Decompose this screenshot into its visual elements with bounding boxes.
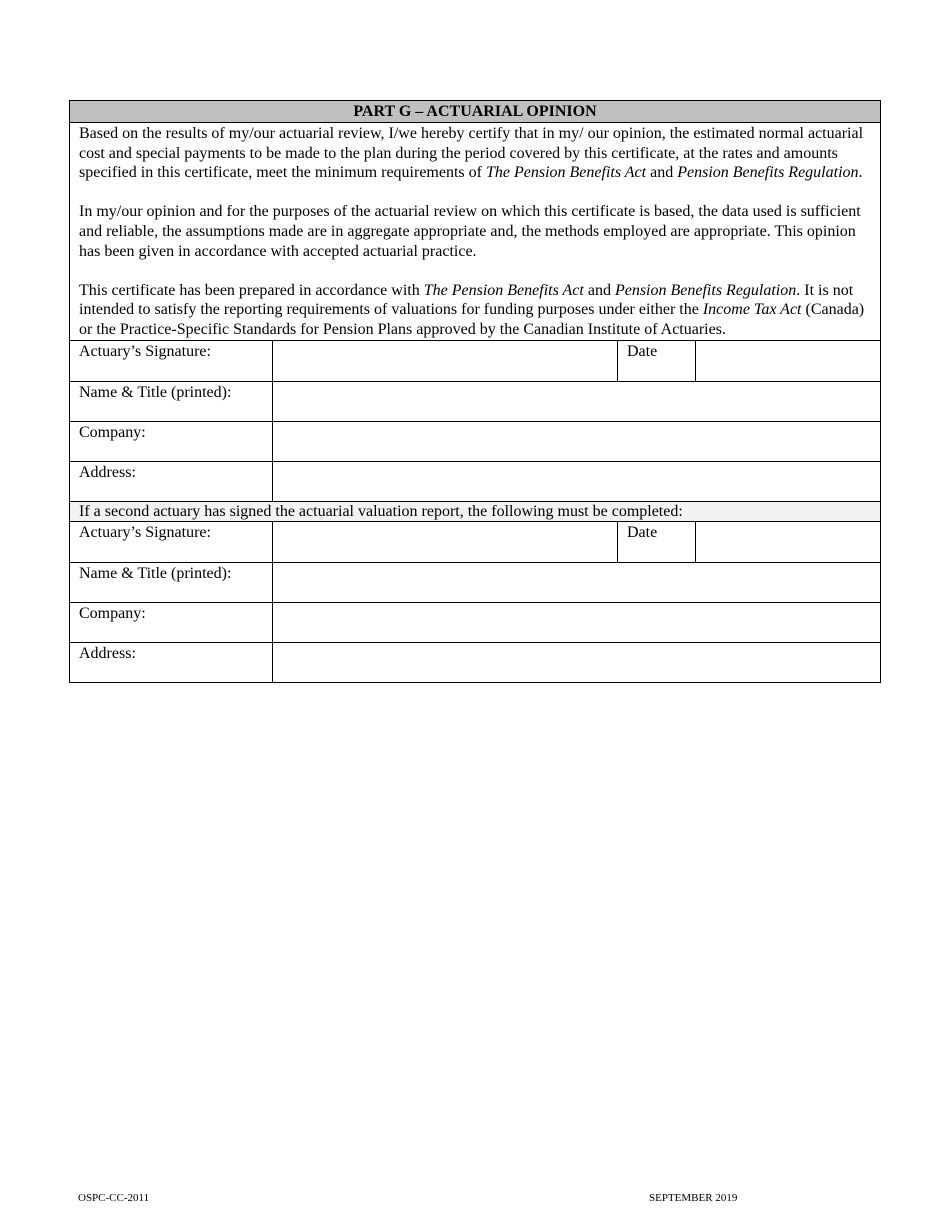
signature-label: Actuary’s Signature: xyxy=(70,522,273,562)
date-label: Date xyxy=(618,522,696,562)
statement-paragraph-3 xyxy=(79,281,871,340)
statement-text: . It is not intended to satisfy the reporting requirements of valuations for funding purposes under either the xyxy=(79,281,854,319)
actuary2-address-field[interactable] xyxy=(273,643,880,682)
signature-label: Actuary’s Signature: xyxy=(70,341,273,381)
actuary2-name-row xyxy=(70,562,880,602)
actuary1-signature-row xyxy=(70,340,880,381)
italic-citation: The Pension Benefits Act xyxy=(485,164,647,182)
actuary1-name-row xyxy=(70,381,880,421)
statement-text: This certificate has been prepared in accordance with xyxy=(79,281,424,299)
actuary2-address-row xyxy=(70,642,880,682)
actuary1-address-field[interactable] xyxy=(273,462,880,501)
actuary1-address-row xyxy=(70,461,880,501)
actuary1-company-row xyxy=(70,421,880,461)
second-actuary-note: If a second actuary has signed the actuarial valuation report, the following must be completed: xyxy=(70,501,880,521)
actuary2-name-title-field[interactable] xyxy=(273,563,880,602)
italic-citation: Income Tax Act xyxy=(702,301,802,319)
actuary2-signature-field[interactable] xyxy=(273,522,618,562)
actuary1-name-title-field[interactable] xyxy=(273,382,880,421)
statement-text: Based on the results of my/our actuarial review, I/we hereby certify that in my/ our opinion, the estimated normal actuarial cost and special payments to be made to the plan during the period covered by this certificate, at the rates and amounts specified in this certificate, meet the minimum requirements of xyxy=(79,125,864,182)
section-title: PART G – ACTUARIAL OPINION xyxy=(70,101,880,123)
actuary1-date-field[interactable] xyxy=(696,341,880,381)
form-id: OSPC-CC-2011 xyxy=(78,1192,150,1204)
statement-text: and xyxy=(583,281,615,299)
statement-paragraph-2 xyxy=(79,202,871,261)
name-title-label: Name & Title (printed): xyxy=(70,382,273,421)
address-label: Address: xyxy=(70,462,273,501)
statement-text: (Canada) or the Practice-Specific Standards for Pension Plans approved by the Canadian Institute of Actuaries. xyxy=(79,301,865,338)
actuary2-company-row xyxy=(70,602,880,642)
italic-citation: Pension Benefits Regulation xyxy=(614,281,797,299)
date-label: Date xyxy=(618,341,696,381)
italic-citation: Pension Benefits Regulation xyxy=(677,164,859,182)
company-label: Company: xyxy=(70,422,273,461)
opinion-statement xyxy=(70,123,880,340)
actuary2-date-field[interactable] xyxy=(696,522,880,562)
company-label: Company: xyxy=(70,603,273,642)
actuary1-company-field[interactable] xyxy=(273,422,880,461)
actuary2-company-field[interactable] xyxy=(273,603,880,642)
name-title-label: Name & Title (printed): xyxy=(70,563,273,602)
statement-text: In my/our opinion and for the purposes of the actuarial review on which this certificate is based, the data used is sufficient and reliable, the assumptions made are in aggregate appropriate and, the methods employed are appropriate. This opinion has been given in accordance with accepted actuarial practice. xyxy=(79,203,861,260)
revision-date: SEPTEMBER 2019 xyxy=(649,1192,738,1204)
actuary1-signature-field[interactable] xyxy=(273,341,618,381)
address-label: Address: xyxy=(70,643,273,682)
statement-text: . xyxy=(858,164,863,182)
statement-paragraph-1 xyxy=(79,124,871,183)
statement-text: and xyxy=(646,164,678,182)
actuarial-opinion-form xyxy=(69,100,881,683)
italic-citation: The Pension Benefits Act xyxy=(423,281,584,299)
actuary2-signature-row xyxy=(70,521,880,562)
